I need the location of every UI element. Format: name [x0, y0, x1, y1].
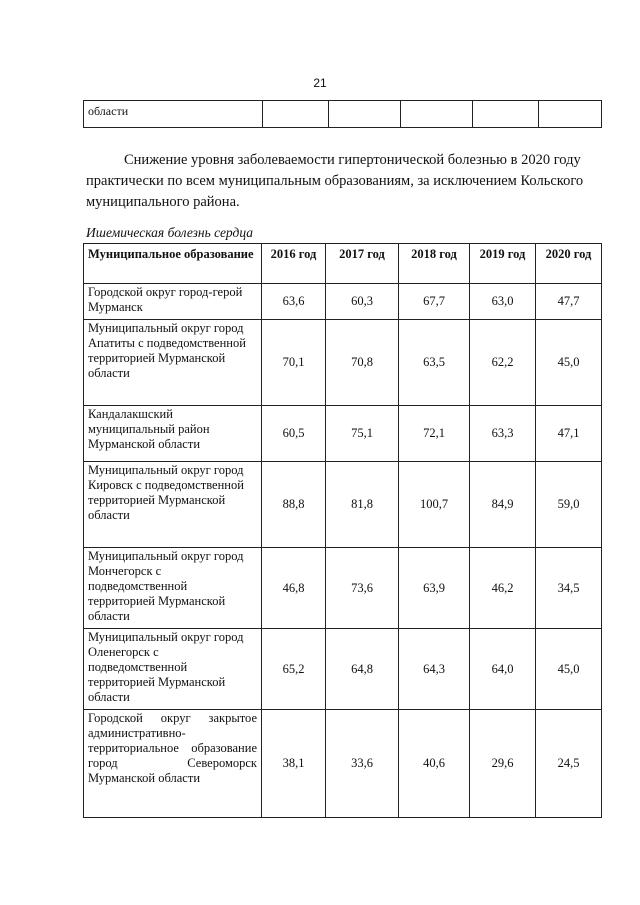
table-row: [84, 462, 602, 548]
value-2019: 46,2: [470, 548, 536, 629]
table-cell: [401, 101, 473, 128]
value-2018: 40,6: [399, 710, 470, 818]
table-row: [84, 284, 602, 320]
value-2019: 63,3: [470, 406, 536, 462]
value-2018: 63,5: [399, 320, 470, 406]
page-number: 21: [313, 76, 327, 90]
value-2017: 33,6: [326, 710, 399, 818]
value-2020: 45,0: [536, 320, 602, 406]
value-2016: 38,1: [262, 710, 326, 818]
header-municipality: Муниципальное образование: [84, 244, 262, 284]
table-cell: [539, 101, 602, 128]
value-2020: 45,0: [536, 629, 602, 710]
table-row: [84, 101, 602, 128]
ischemic-heart-disease-table: [83, 243, 602, 818]
table-row: [84, 320, 602, 406]
value-2017: 60,3: [326, 284, 399, 320]
value-2018: 100,7: [399, 462, 470, 548]
value-2019: 29,6: [470, 710, 536, 818]
value-2016: 63,6: [262, 284, 326, 320]
municipality-name: Кандалакшский муниципальный район Мурманской области: [84, 406, 262, 462]
value-2018: 67,7: [399, 284, 470, 320]
value-2016: 88,8: [262, 462, 326, 548]
municipality-name: Муниципальный округ город Мончегорск с подведомственной территорией Мурманской области: [84, 548, 262, 629]
value-2017: 75,1: [326, 406, 399, 462]
value-2017: 64,8: [326, 629, 399, 710]
continued-table-fragment: [83, 100, 602, 128]
municipality-name: Муниципальный округ город Апатиты с подведомственной территорией Мурманской области: [84, 320, 262, 406]
table-row: [84, 406, 602, 462]
value-2020: 47,1: [536, 406, 602, 462]
value-2016: 46,8: [262, 548, 326, 629]
value-2019: 64,0: [470, 629, 536, 710]
table-row: [84, 710, 602, 818]
municipality-name: Городской округ закрытое административно-территориальное образование город Североморск Мурманской области: [84, 710, 262, 818]
header-2017: 2017 год: [326, 244, 399, 284]
value-2019: 62,2: [470, 320, 536, 406]
value-2018: 72,1: [399, 406, 470, 462]
value-2018: 63,9: [399, 548, 470, 629]
table-caption: Ишемическая болезнь сердца: [86, 225, 254, 240]
value-2018: 64,3: [399, 629, 470, 710]
table-row: [84, 548, 602, 629]
value-2017: 81,8: [326, 462, 399, 548]
table-cell: [263, 101, 329, 128]
header-2019: 2019 год: [470, 244, 536, 284]
body-paragraph: [86, 150, 602, 213]
value-2017: 70,8: [326, 320, 399, 406]
value-2016: 70,1: [262, 320, 326, 406]
header-2016: 2016 год: [262, 244, 326, 284]
header-2018: 2018 год: [399, 244, 470, 284]
body-paragraph-text: Снижение уровня заболеваемости гипертонической болезнью в 2020 году практически по всем муниципальным образованиям, за исключением Кольского муниципального района.: [86, 152, 584, 210]
municipality-name: Муниципальный округ город Оленегорск с подведомственной территорией Мурманской области: [84, 629, 262, 710]
value-2016: 65,2: [262, 629, 326, 710]
value-2020: 34,5: [536, 548, 602, 629]
value-2019: 63,0: [470, 284, 536, 320]
table-cell: [329, 101, 401, 128]
value-2016: 60,5: [262, 406, 326, 462]
table-cell: области: [84, 101, 263, 128]
table-row: [84, 629, 602, 710]
value-2020: 47,7: [536, 284, 602, 320]
value-2019: 84,9: [470, 462, 536, 548]
value-2020: 59,0: [536, 462, 602, 548]
header-2020: 2020 год: [536, 244, 602, 284]
table-cell: [473, 101, 539, 128]
table-header-row: [84, 244, 602, 284]
value-2017: 73,6: [326, 548, 399, 629]
value-2020: 24,5: [536, 710, 602, 818]
municipality-name: Городской округ город-герой Мурманск: [84, 284, 262, 320]
municipality-name: Муниципальный округ город Кировск с подведомственной территорией Мурманской области: [84, 462, 262, 548]
